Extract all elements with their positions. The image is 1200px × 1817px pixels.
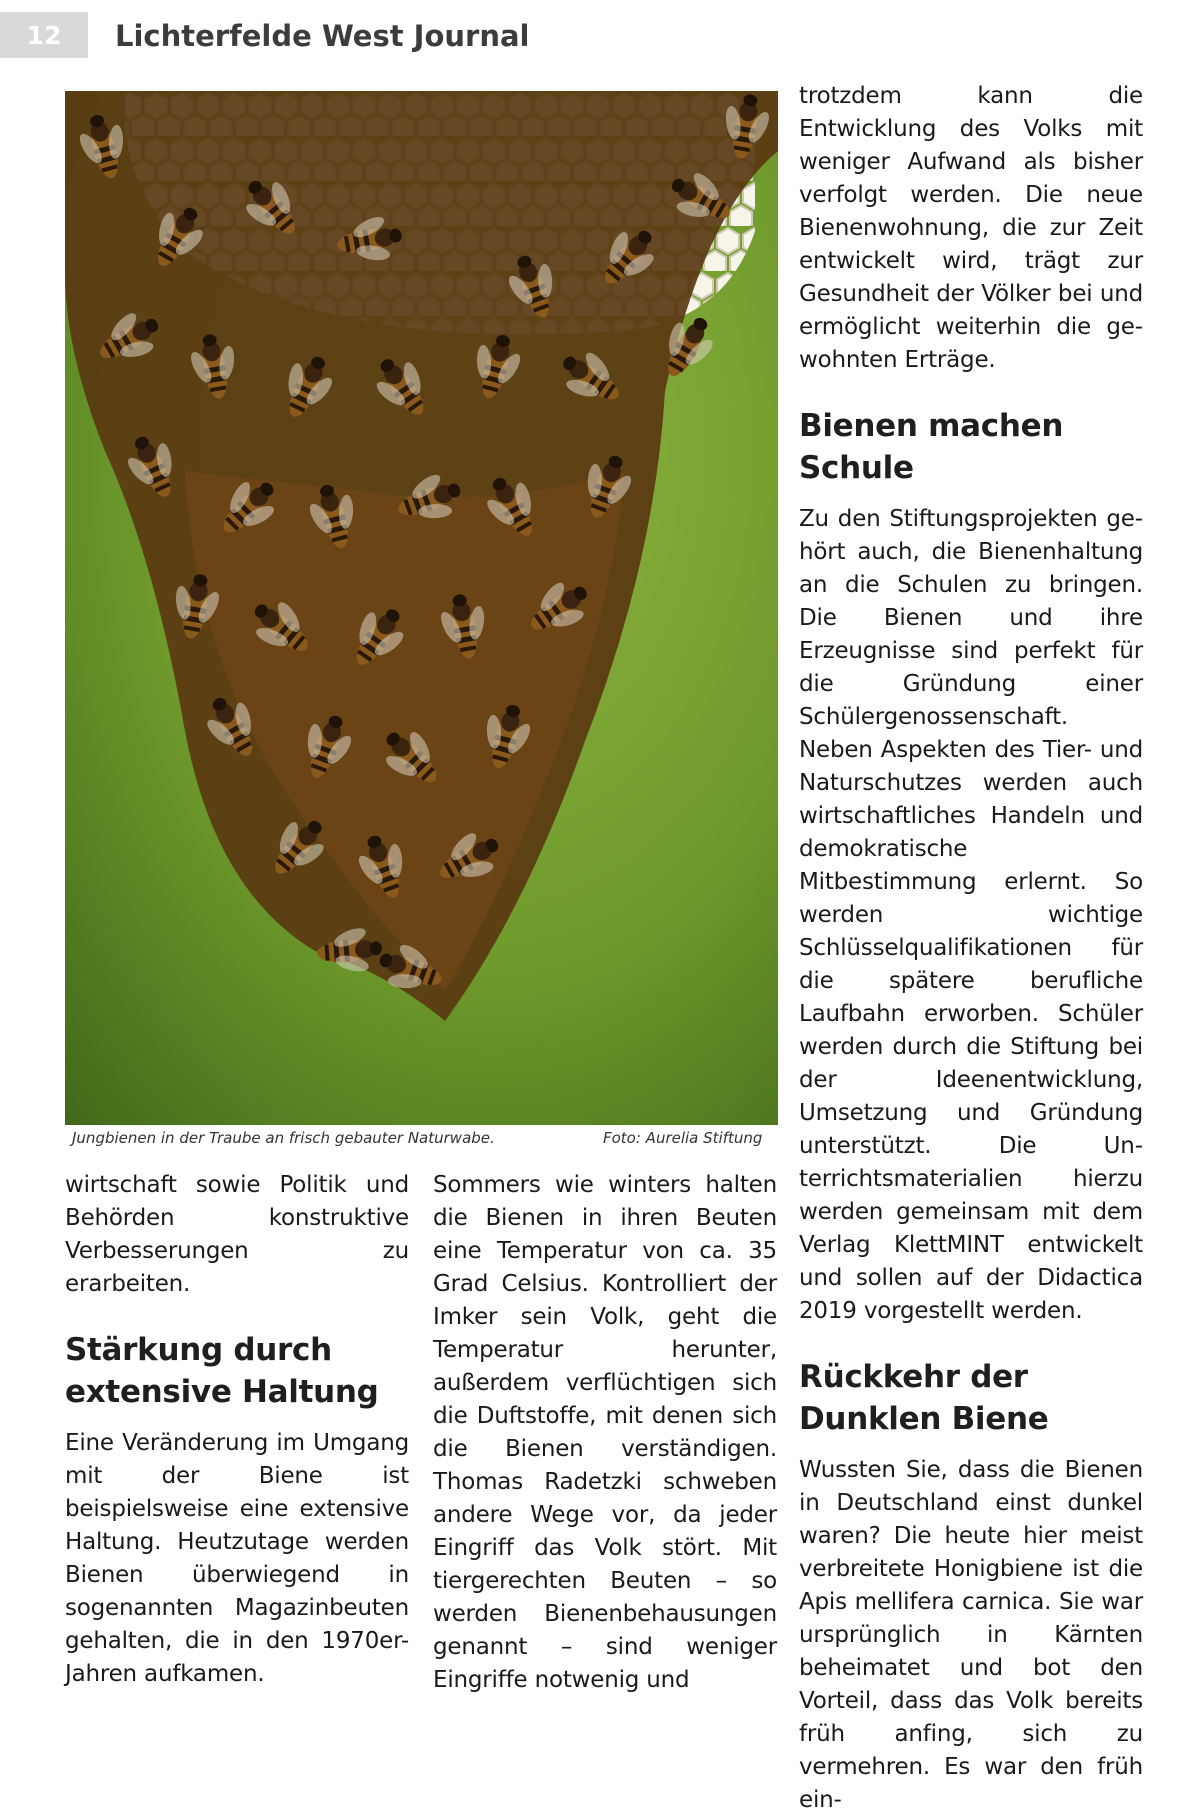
journal-title: Lichterfelde West Journal (115, 19, 530, 53)
paragraph: Wussten Sie, dass die Bienen in Deutschland einst dunkel waren? Die heute hier meist verbreitete Honigbiene ist die Apis mellifera carnica. Sie war ursprünglich in Kärnten beheimatet und bot den Vorteil, dass das Volk bereits früh anfing, sich zu vermehren. Es war den früh ein- (799, 1457, 1143, 1813)
section-heading: Rückkehr der Dunklen Biene (799, 1359, 1049, 1437)
page-number: 12 (0, 12, 88, 58)
article-column-3 (799, 80, 1143, 1817)
photo-caption: Jungbienen in der Traube an frisch gebauter Naturwabe. (72, 1129, 495, 1147)
paragraph: Zu den Stiftungsprojekten gehört auch, die Bienenhaltung an die Schulen zu bringen. Die Bienen und ihre Erzeugnisse sind perfekt für die Gründung einer Schülergenossenschaft. Neben Aspekten des Tier- und Naturschutzes werden auch wirtschaftliches Handeln und demokratische Mitbestimmung erlernt. So werden wichtige Schlüsselqualifikationen für die spätere berufliche Laufbahn erworben. Schüler werden durch die Stiftung bei der Ideenentwicklung, Umsetzung und Gründung unterstützt. Die Unterrichtsmaterialien hierzu werden gemeinsam mit dem Verlag KlettMINT entwickelt und sollen auf der Didactica 2019 vorgestellt werden. (799, 506, 1143, 1324)
paragraph: wirtschaft sowie Politik und Behörden konstruktive Verbesserungen zu erarbeiten. (65, 1172, 409, 1297)
article-column-2 (433, 1169, 777, 1697)
section-heading: Bienen machen Schule (799, 408, 1064, 486)
paragraph: Sommers wie winters halten die Bienen in ihren Beuten eine Temperatur von ca. 35 Grad Celsius. Kontrolliert der Imker sein Volk, geht die Temperatur herunter, außerdem verflüchtigen sich die Duftstoffe, mit denen sich die Bienen verständigen. Thomas Radetzki schweben andere Wege vor, da jeder Eingriff das Volk stört. Mit tiergerechten Beuten – so werden Bienenbehausungen genannt – sind weniger Eingriffe notwenig und (433, 1172, 777, 1693)
photo-credit: Foto: Aurelia Stiftung (603, 1129, 763, 1147)
paragraph: Eine Veränderung im Umgang mit der Biene ist beispielsweise eine extensive Haltung. Heutzutage werden Bienen überwiegend in sogenannten Magazinbeuten gehalten, die in den 1970er-Jahren aufkamen. (65, 1430, 409, 1687)
section-heading: Stärkung durch extensive Haltung (65, 1332, 379, 1410)
article-column-1 (65, 1169, 409, 1691)
bee-swarm-photo (65, 91, 778, 1125)
paragraph: trotzdem kann die Entwicklung des Volks mit weniger Aufwand als bisher verfolgt werden. Die neue Bienenwohnung, die zur Zeit entwickelt wird, trägt zur Gesundheit der Völker bei und ermöglicht weiterhin die gewohnten Erträge. (799, 83, 1143, 373)
